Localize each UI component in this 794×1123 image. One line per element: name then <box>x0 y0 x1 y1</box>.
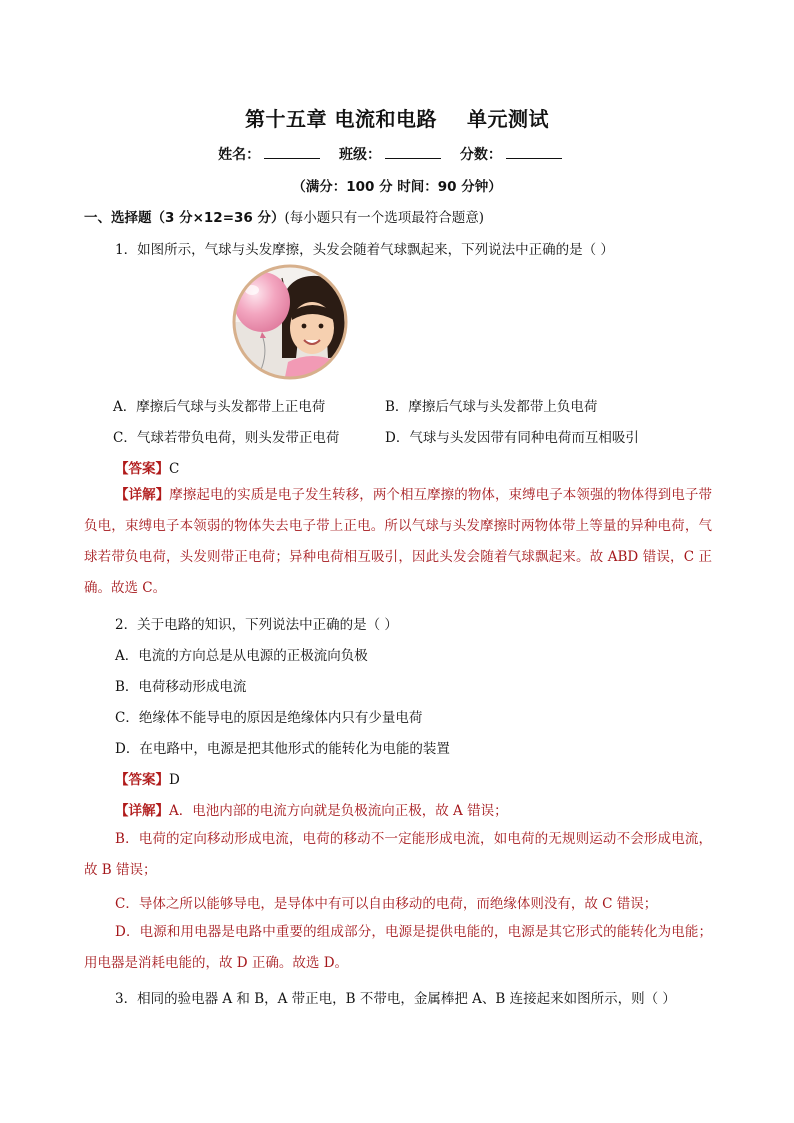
q3-stem: 3．相同的验电器 A 和 B，A 带正电，B 不带电，金属棒把 A、B 连接起来如图所示，则（ ） <box>115 991 676 1007</box>
q1-option-d[interactable]: D．气球与头发因带有同种电荷而互相吸引 <box>385 430 639 446</box>
class-field[interactable] <box>385 144 441 159</box>
page-title <box>0 103 794 132</box>
q1-answer <box>115 457 179 477</box>
q2-option-b[interactable]: B．电荷移动形成电流 <box>115 679 247 695</box>
name-label: 姓名： <box>218 147 261 163</box>
class-label: 班级： <box>339 147 381 163</box>
title-main: 第十五章 电流和电路 <box>245 107 437 131</box>
q2-detail-b: B．电荷的定向移动形成电流，电荷的移动不一定能形成电流，如电荷的无规则运动不会形成电流，故 B 错误； <box>84 831 712 878</box>
score-field[interactable] <box>506 144 562 159</box>
exam-meta: （满分：100 分 时间：90 分钟） <box>292 179 502 195</box>
section-heading <box>84 206 484 226</box>
name-field[interactable] <box>264 144 320 159</box>
balloon-girl-illustration <box>230 262 350 382</box>
answer-value: C <box>169 461 180 477</box>
q2-detail-a <box>115 799 508 819</box>
title-sub: 单元测试 <box>466 107 549 131</box>
answer-tag: 【答案】 <box>115 461 169 477</box>
q1-option-c[interactable]: C．气球若带负电荷，则头发带正电荷 <box>113 430 340 446</box>
detail-text: A．电池内部的电流方向就是负极流向正极，故 A 错误； <box>169 803 508 819</box>
q2-option-a[interactable]: A．电流的方向总是从电源的正极流向负极 <box>115 648 368 664</box>
student-info-row <box>0 144 794 164</box>
q2-option-d[interactable]: D．在电路中，电源是把其他形式的能转化为电能的装置 <box>115 741 450 757</box>
q2-option-c[interactable]: C．绝缘体不能导电的原因是绝缘体内只有少量电荷 <box>115 710 423 726</box>
answer-value: D <box>169 772 180 788</box>
section-note: (每小题只有一个选项最符合题意) <box>284 210 485 226</box>
q1-detail <box>84 480 712 604</box>
q1-option-a[interactable]: A．摩擦后气球与头发都带上正电荷 <box>113 399 326 415</box>
answer-tag: 【答案】 <box>115 772 169 788</box>
detail-tag: 【详解】 <box>115 487 170 503</box>
q1-option-b[interactable]: B．摩擦后气球与头发都带上负电荷 <box>385 399 598 415</box>
q2-answer <box>115 768 180 788</box>
balloon-hair-photo <box>230 262 350 382</box>
q2-detail-c: C．导体之所以能够导电，是导体中有可以自由移动的电荷，而绝缘体则没有，故 C 错误； <box>115 896 658 912</box>
detail-tag: 【详解】 <box>115 803 169 819</box>
score-label: 分数： <box>459 147 502 163</box>
q2-stem: 2．关于电路的知识，下列说法中正确的是（ ） <box>115 617 398 633</box>
detail-text: 摩擦起电的实质是电子发生转移，两个相互摩擦的物体，束缚电子本领强的物体得到电子带负电，束缚电子本领弱的物体失去电子带上正电。所以气球与头发摩擦时两物体带上等量的异种电荷，气球若带负电荷，头发则带正电荷；异种电荷相互吸引，因此头发会随着气球飘起来。故 ABD 错误，C 正确。故选 C。 <box>84 487 713 596</box>
q1-stem: 1．如图所示，气球与头发摩擦，头发会随着气球飘起来，下列说法中正确的是（ ） <box>115 242 614 258</box>
q2-detail-d: D．电源和用电器是电路中重要的组成部分，电源是提供电能的，电源是其它形式的能转化为电能；用电器是消耗电能的，故 D 正确。故选 D。 <box>84 924 712 971</box>
section-title: 一、选择题（3 分×12=36 分） <box>84 210 285 226</box>
